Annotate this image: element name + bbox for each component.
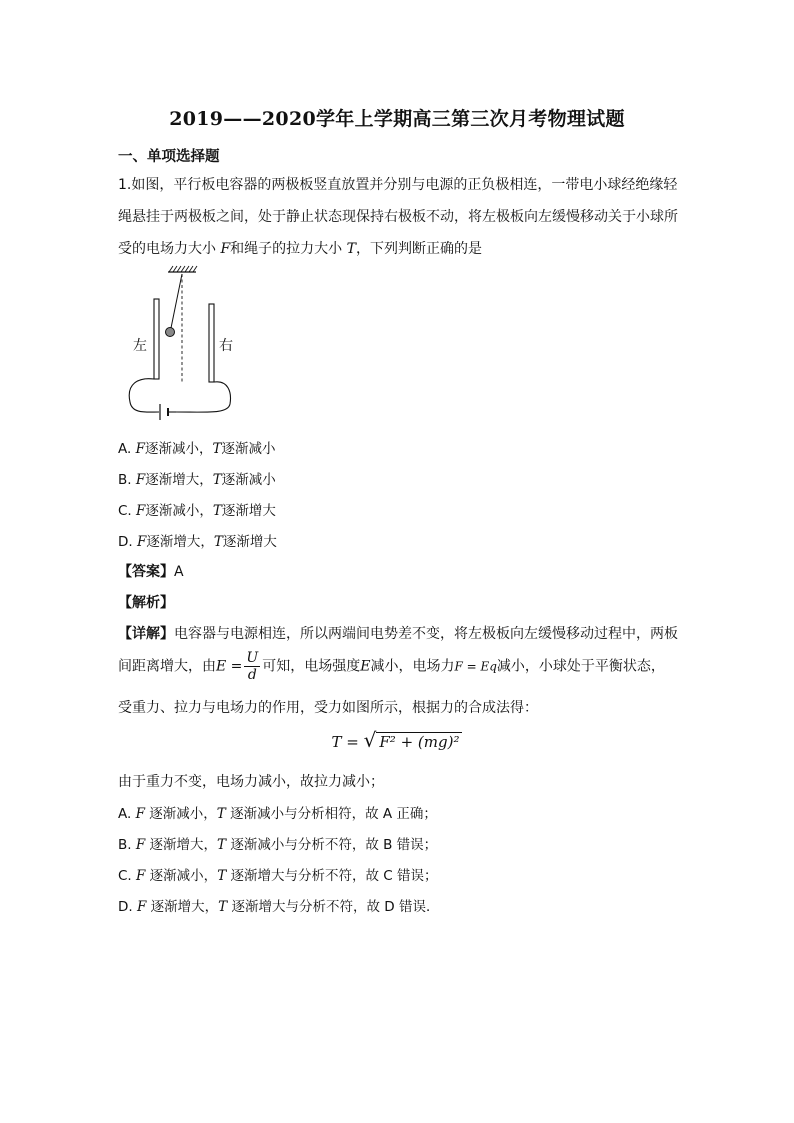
left-label: 左 <box>133 338 147 354</box>
left-plate <box>154 299 159 379</box>
charged-ball <box>166 328 175 337</box>
analysis-tag: 【解析】 <box>118 595 174 611</box>
section-heading: 一、单项选择题 <box>118 149 220 165</box>
conclusion-d: D. F 逐渐增大，T 逐渐增大与分析不符，故 D 错误． <box>118 899 440 915</box>
conclusion-a: A. F 逐渐减小，T 逐渐减小与分析相符，故 A 正确； <box>118 806 437 822</box>
detail-line-2: 间距离增大，由E = $\frac{U}{d}$ 可知，电场强度E减小，电场力F = Eq减小，小球处于平衡状态， <box>118 650 665 683</box>
string <box>171 274 182 328</box>
eq-e: E = <box>216 658 243 675</box>
question-line-3 <box>118 239 482 259</box>
question-text: ，下列判断正确的是 <box>355 241 482 257</box>
var-T: T <box>346 241 356 257</box>
right-plate <box>209 304 214 382</box>
ceiling-hatch <box>169 266 197 272</box>
answer-tag: 【答案】 <box>118 564 174 580</box>
option-d: D. F逐渐增大，T逐渐增大 <box>118 534 277 550</box>
option-c: C. F逐渐减小，T逐渐增大 <box>118 503 276 519</box>
fraction-u-over-d: $\frac{U}{d}$ <box>246 650 259 683</box>
detail-line-3: 受重力、拉力与电场力的作用，受力如图所示，根据力的合成法得： <box>118 700 538 716</box>
option-a: A. F逐渐减小，T逐渐减小 <box>118 441 276 457</box>
wire <box>176 382 230 412</box>
question-line-1: 1.如图，平行板电容器的两极板竖直放置并分别与电源的正负极相连，一带电小球经绝缘轻 <box>118 177 678 193</box>
formula: T = √ F² + (mg)² <box>0 728 794 752</box>
detail-tag: 【详解】 <box>118 626 174 642</box>
right-label: 右 <box>219 338 233 354</box>
wire <box>129 379 159 412</box>
detail-line-1: 【详解】电容器与电源相连，所以两端间电势差不变，将左极板向左缓慢移动过程中，两板 <box>118 626 678 642</box>
conclusion-b: B. F 逐渐增大，T 逐渐减小与分析不符，故 B 错误； <box>118 837 438 853</box>
question-line-2: 绳悬挂于两极板之间，处于静止状态现保持右极板不动，将左极板向左缓慢移动关于小球所 <box>118 209 678 225</box>
eq-f-eq: F = Eq <box>454 659 497 674</box>
detail-line-4: 由于重力不变，电场力减小，故拉力减小； <box>118 774 384 790</box>
question-text: 受的电场力大小 <box>118 241 221 257</box>
var-F: F <box>220 241 231 257</box>
answer-line <box>118 561 184 581</box>
capacitor-diagram <box>118 262 243 422</box>
option-b: B. F逐渐增大，T逐渐减小 <box>118 472 276 488</box>
page-title: 2019——2020学年上学期高三第三次月考物理试题 <box>169 108 625 130</box>
question-text: 和绳子的拉力大小 <box>230 241 347 257</box>
answer-value: A <box>174 564 184 580</box>
conclusion-c: C. F 逐渐减小，T 逐渐增大与分析不符，故 C 错误； <box>118 868 438 884</box>
